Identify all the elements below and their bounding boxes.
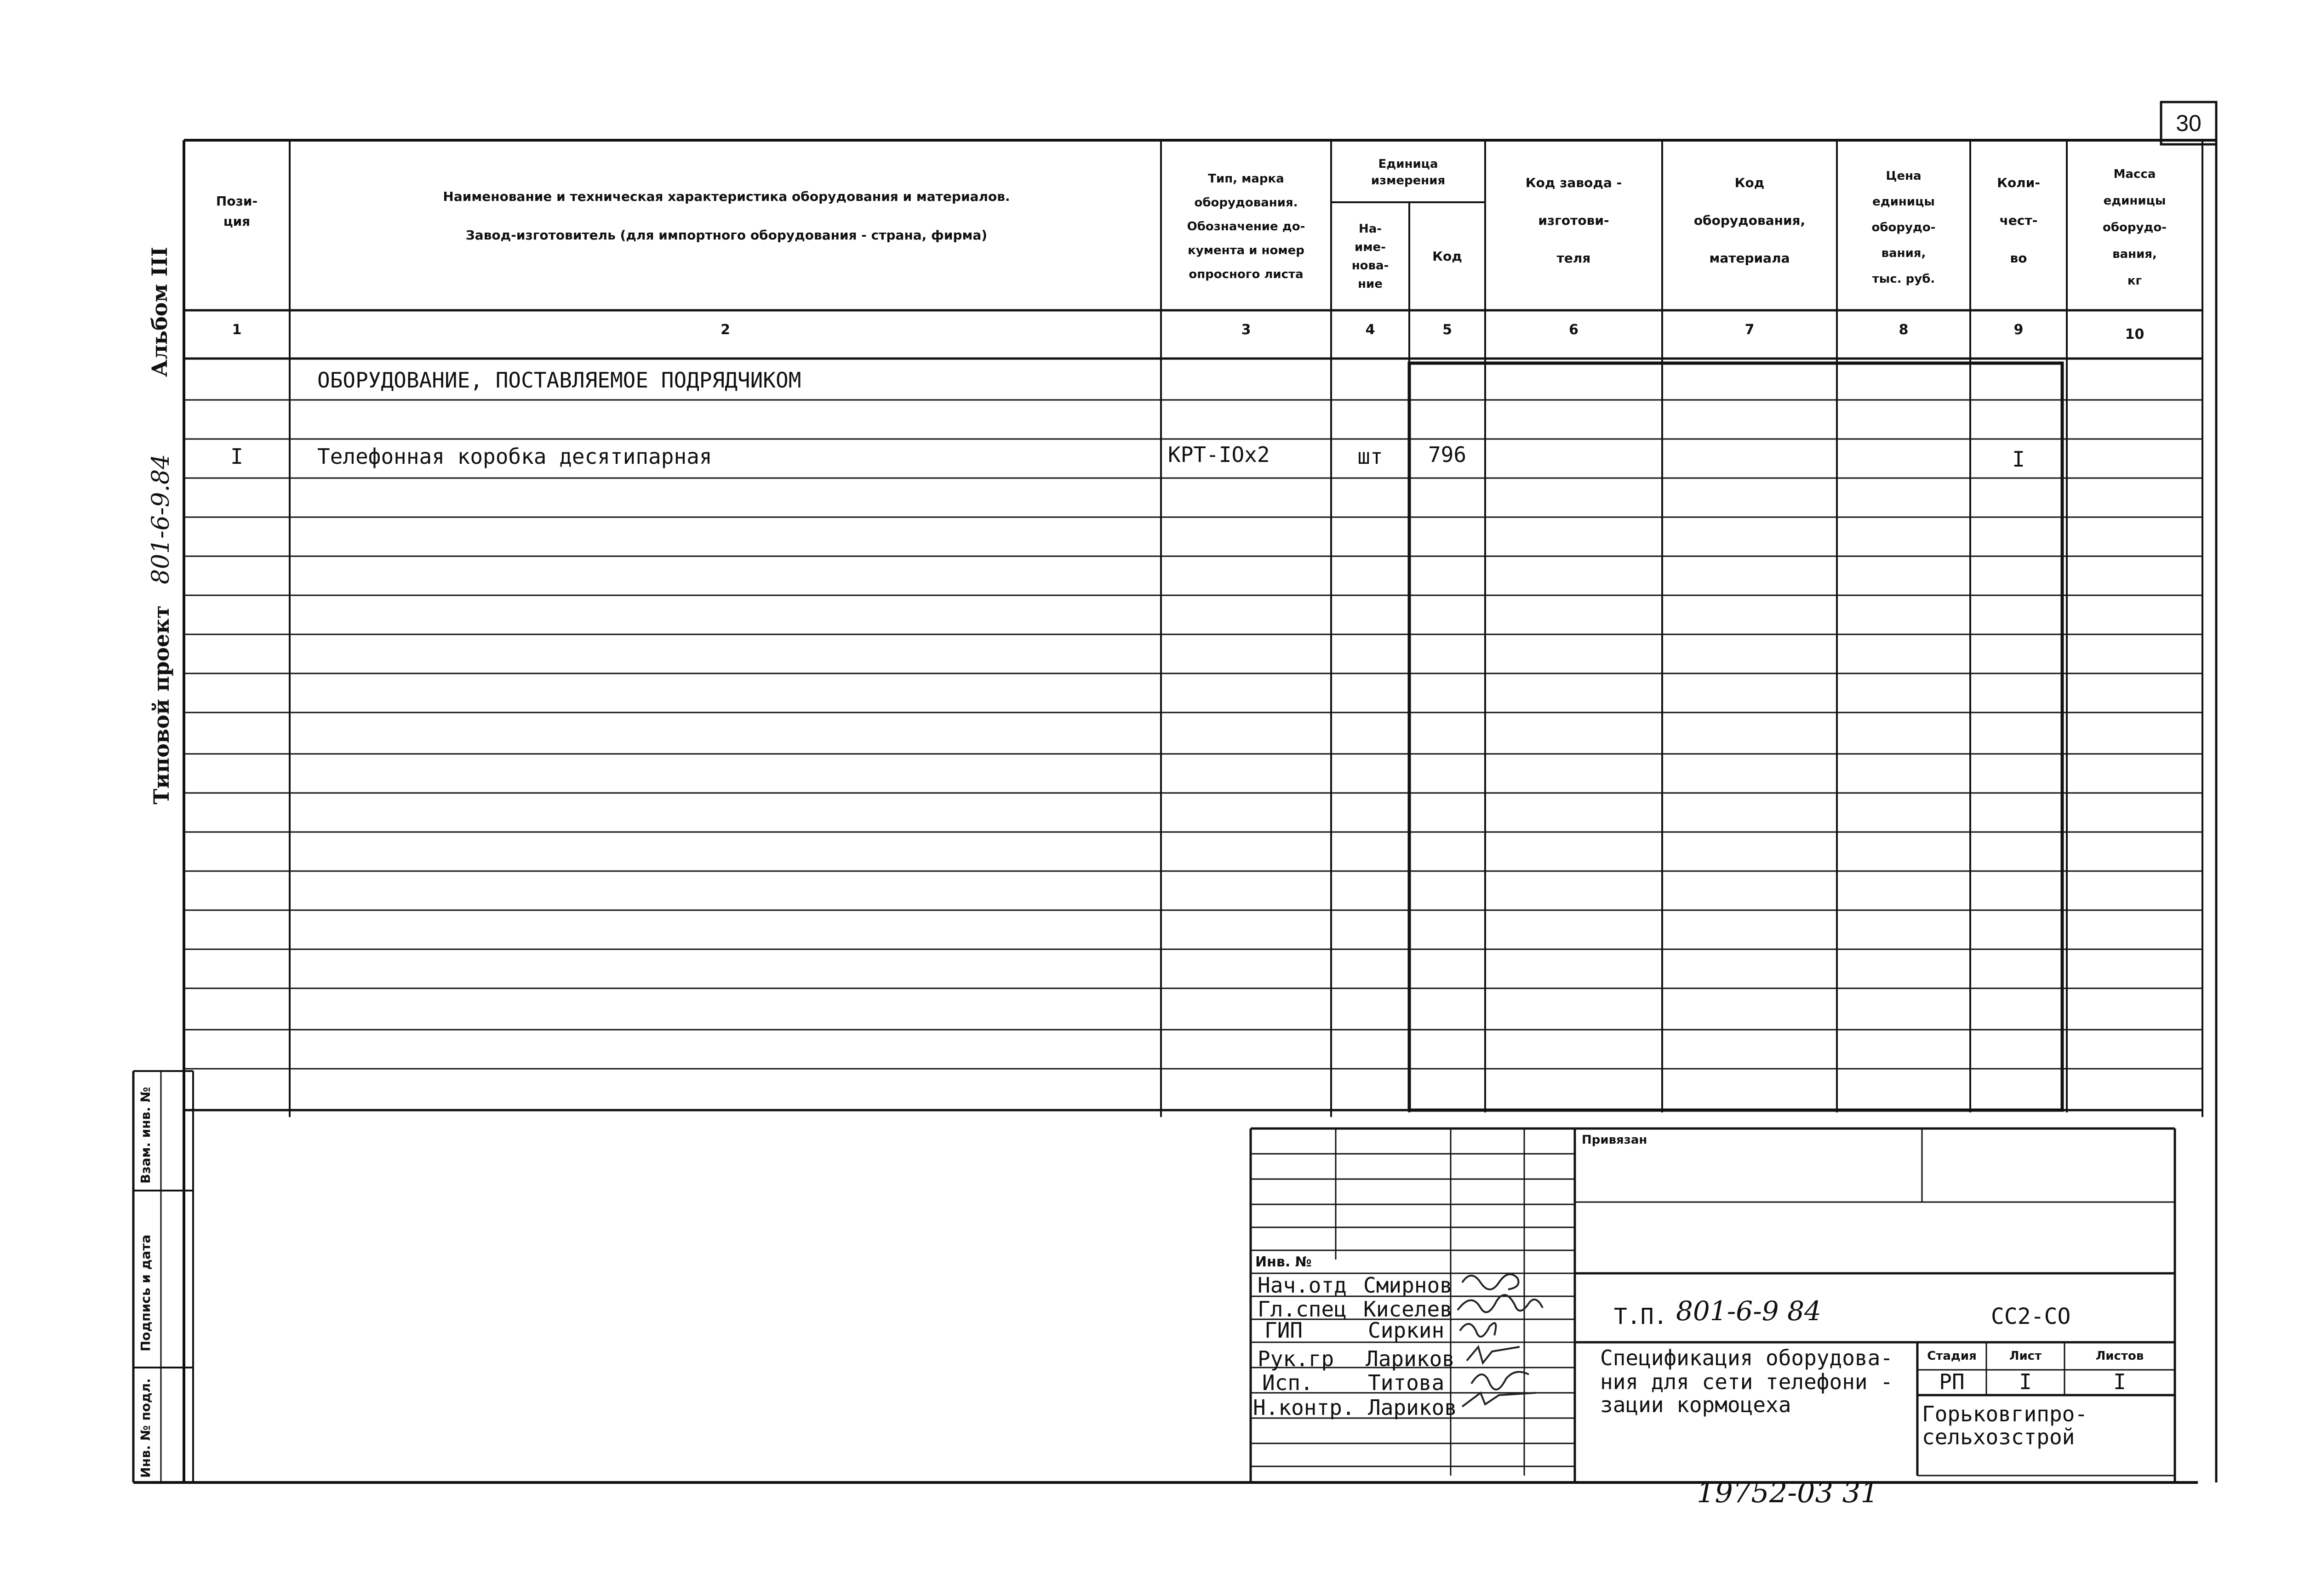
header-col1-position: Пози- ция [216, 194, 258, 229]
album-label: Альбом III [147, 246, 172, 377]
colnum-2: 2 [721, 322, 730, 338]
organization-line-1: Горьковгипро- [1922, 1402, 2088, 1426]
colnum-7: 7 [1744, 322, 1755, 338]
footer-stamp: 19752-03 31 [1697, 1476, 1879, 1509]
colnum-10: 10 [2125, 326, 2145, 342]
row1-name-section-title: ОБОРУДОВАНИЕ, ПОСТАВЛЯЕМОЕ ПОДРЯДЧИКОМ [317, 368, 801, 393]
header-col8-price: Цена единицы оборудо- вания, тыс. руб. [1871, 169, 1936, 286]
header-col5-unit-code: Код [1432, 248, 1462, 264]
staff-name-1: Смирнов [1363, 1273, 1453, 1298]
staff-name-6: Лариков [1368, 1395, 1457, 1420]
row2-type: КРТ-IOx2 [1168, 442, 1270, 467]
staff-role-3: ГИП [1264, 1318, 1303, 1343]
header-col6-factory-code: Код завода - изготови- теля [1525, 175, 1622, 266]
colnum-6: 6 [1569, 322, 1578, 338]
colnum-5: 5 [1442, 322, 1452, 338]
inv-no-label: Инв. № [1255, 1254, 1312, 1270]
stage-value: РП [1939, 1369, 1965, 1394]
header-col3-type: Тип, марка оборудования. Обозначение до- кумента и номер опросного листа [1187, 172, 1305, 281]
sheets-label: Листов [2095, 1349, 2144, 1363]
row2-unit: шт [1357, 444, 1383, 469]
doc-number: 801-6-9 84 [1676, 1295, 1821, 1327]
signature-scribbles [1448, 1269, 1586, 1420]
header-col4-unit-name: На- име- нова- ние [1351, 222, 1389, 291]
colnum-8: 8 [1899, 322, 1909, 338]
sheet-label: Лист [2009, 1349, 2042, 1363]
row2-pos: I [230, 444, 243, 469]
stage-label: Стадия [1927, 1349, 1977, 1363]
typical-project-label [147, 454, 175, 804]
colnum-9: 9 [2013, 322, 2024, 338]
header-col10-mass: Масса единицы оборудо- вания, кг [2102, 167, 2167, 288]
description-line-3: зации кормоцеха [1600, 1392, 1791, 1417]
sheet-code: СС2-СО [1991, 1304, 2071, 1329]
header-col2-name: Наименование и техническая характеристика оборудования и материалов. Завод-изготовитель (для импортного оборудования - страна, фирма) [443, 189, 1010, 243]
field-vzam-inv: Взам. инв. № [138, 1087, 153, 1184]
header-col9-quantity: Коли- чест- во [1997, 175, 2040, 266]
description-line-1: Спецификация оборудова- [1600, 1345, 1893, 1370]
sheet-value: I [2019, 1369, 2032, 1394]
organization-line-2: сельхозстрой [1922, 1425, 2075, 1449]
colnum-3: 3 [1241, 322, 1251, 338]
page-number: 30 [2176, 110, 2202, 136]
staff-name-4: Лариков [1366, 1346, 1455, 1371]
colnum-4: 4 [1365, 322, 1375, 338]
description-line-2: ния для сети телефони - [1600, 1369, 1893, 1394]
staff-role-4: Рук.гр [1258, 1346, 1334, 1371]
staff-role-1: Нач.отд [1258, 1273, 1347, 1298]
doc-prefix: Т.П. [1614, 1304, 1667, 1329]
typical-project-number: 801-6-9.84 [147, 454, 175, 584]
staff-role-2: Гл.спец [1258, 1297, 1347, 1322]
header-unit-group: Единица измерения [1371, 157, 1446, 188]
staff-role-6: Н.контр. [1253, 1395, 1355, 1420]
field-signature-date: Подпись и дата [138, 1234, 153, 1351]
privyazan-label: Привязан [1582, 1133, 1647, 1147]
field-inv-original: Инв. № подл. [138, 1378, 153, 1478]
header-col7-equipment-code: Код оборудования, материала [1693, 175, 1806, 266]
sheets-value: I [2113, 1369, 2126, 1394]
row2-unit-code: 796 [1428, 442, 1467, 467]
row2-quantity: I [2012, 447, 2025, 472]
staff-name-3: Сиркин [1368, 1318, 1445, 1343]
staff-role-5: Исп. [1262, 1370, 1313, 1395]
colnum-1: 1 [232, 322, 242, 338]
staff-name-2: Киселев [1363, 1297, 1453, 1322]
row2-name: Телефонная коробка десятипарная [317, 444, 712, 469]
typical-project-prefix: Типовой проект [149, 605, 174, 804]
staff-name-5: Титова [1368, 1370, 1445, 1395]
